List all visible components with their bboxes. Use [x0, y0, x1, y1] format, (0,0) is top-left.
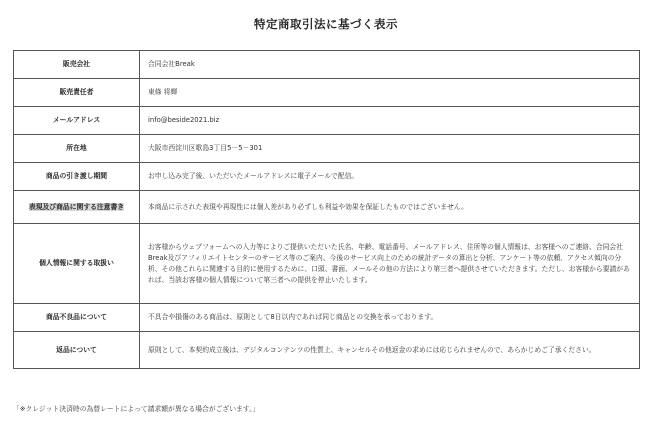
table-row — [14, 163, 640, 191]
row-value: 大阪市西淀川区歌島3丁目5－5－301 — [140, 135, 640, 163]
row-value: info@beside2021.biz — [140, 107, 640, 135]
row-label: 個人情報に関する取扱い — [14, 224, 140, 304]
footer-note: 「※クレジット決済時の為替レートによって請求額が異なる場合がございます。」 — [13, 405, 260, 413]
row-label — [14, 191, 140, 224]
row-label: メールアドレス — [14, 107, 140, 135]
table-row — [14, 224, 640, 304]
row-value: お客様からウェブフォームへの入力等によりご提供いただいた氏名、年齢、電話番号、メールアドレス、住所等の個人情報は、お客様へのご連絡、合同会社Break及びアフィリエイトセンターのサービス等のご案内、今後のサービス向上のための統計データの算出と分析、アンケート等の依頼、アクセス傾向の分析、その他これらに関連する目的に使用するために、口頭、書面、メールその他の方法により第三者へ提供させていただきます。ただし、お客様から要請があれば、当該お客様の個人情報について第三者への提供を停止いたします。 — [140, 224, 640, 304]
table-row — [14, 191, 640, 224]
row-label: 商品の引き渡し期間 — [14, 163, 140, 191]
page-title: 特定商取引法に基づく表示 — [254, 17, 398, 31]
table-row — [14, 51, 640, 79]
row-label: 販売会社 — [14, 51, 140, 79]
row-value: 東條 将輝 — [140, 79, 640, 107]
row-label: 返品について — [14, 332, 140, 369]
row-value: 不具合や損傷のある商品は、原則として8日以内であれば同じ商品との交換を承っております。 — [140, 304, 640, 332]
table-row — [14, 332, 640, 369]
row-value: 原則として、本契約成立後は、デジタルコンテンツの性質上、キャンセルその他返金の求めには応じられませんので、あらかじめご了承ください。 — [140, 332, 640, 369]
table-row — [14, 135, 640, 163]
row-label: 販売責任者 — [14, 79, 140, 107]
commerce-law-table — [13, 50, 640, 369]
row-label-text: 表現及び商品に関する注意書き — [28, 202, 125, 211]
table-row — [14, 79, 640, 107]
row-label: 所在地 — [14, 135, 140, 163]
row-value: お申し込み完了後、いただいたメールアドレスに電子メールで配信。 — [140, 163, 640, 191]
row-value: 本商品に示された表現や再現性には個人差があり必ずしも利益や効果を保証したものではございません。 — [140, 191, 640, 224]
row-label: 商品不良品について — [14, 304, 140, 332]
table-row — [14, 107, 640, 135]
row-value: 合同会社Break — [140, 51, 640, 79]
table-row — [14, 304, 640, 332]
